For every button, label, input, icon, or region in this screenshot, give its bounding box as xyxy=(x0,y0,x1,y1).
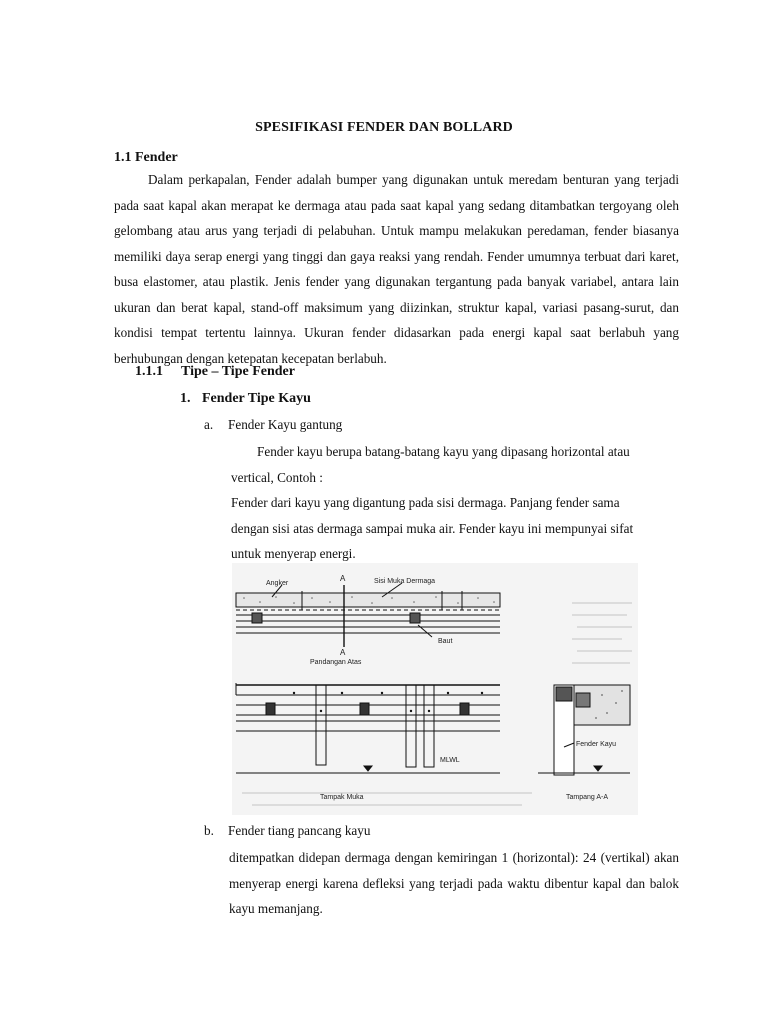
fender-kayu-figure xyxy=(232,563,638,815)
sub-item-b-heading xyxy=(204,823,370,839)
label-fender-kayu: Fender Kayu xyxy=(576,741,617,748)
label-section-a-bottom: A xyxy=(340,648,346,657)
subsection-title: Tipe – Tipe Fender xyxy=(181,364,295,379)
sub-item-b-description: ditempatkan didepan dermaga dengan kemiringan 1 (horizontal): 24 (vertikal) akan menyerap energi karena defleksi yang terjadi pada waktu dibentur kapal dan balok kayu memanjang. xyxy=(229,850,679,916)
label-pandangan-atas: Pandangan Atas xyxy=(310,659,362,666)
desc-line: Fender dari kayu yang digantung pada sisi dermaga. Panjang fender sama xyxy=(231,495,620,510)
item-number: 1. xyxy=(180,391,191,406)
subsection-heading-tipe-fender xyxy=(135,364,295,380)
document-title: SPESIFIKASI FENDER DAN BOLLARD xyxy=(255,120,513,135)
label-tampak-muka: Tampak Muka xyxy=(320,794,364,801)
sub-item-a-title: Fender Kayu gantung xyxy=(228,417,343,432)
label-tampang-aa: Tampang A-A xyxy=(566,794,609,801)
sub-item-a-description xyxy=(231,439,691,567)
subsection-number: 1.1.1 xyxy=(135,364,163,379)
desc-line: Fender kayu berupa batang-batang kayu yang dipasang horizontal atau xyxy=(257,444,630,459)
item-heading-fender-tipe-kayu xyxy=(180,391,311,407)
sub-item-a-heading xyxy=(204,417,342,433)
label-mlwl: MLWL xyxy=(440,757,460,764)
label-baut: Baut xyxy=(438,638,453,645)
fender-intro-paragraph: Dalam perkapalan, Fender adalah bumper yang digunakan untuk meredam benturan yang terjadi pada saat kapal akan merapat ke dermaga atau pada saat kapal yang sedang ditambatkan tergoyang oleh gelombang atau arus yang terjadi di pelabuhan. Untuk mampu melakukan peredaman, fender biasanya memiliki daya serap energi yang tinggi dan gaya reaksi yang rendah. Fender umumnya terbuat dari karet, busa elastomer, atau plastik. Jenis fender yang digunakan tergantung pada banyak variabel, antara lain ukuran dan berat kapal, stand-off maksimum yang diizinkan, struktur kapal, variasi pasang-surut, dan kondisi tempat tertentu lainnya. Ukuran fender didasarkan pada energi kapal saat berlabuh yang berhubungan dengan ketepatan kecepatan berlabuh. xyxy=(114,172,679,366)
label-sisi-muka-dermaga: Sisi Muka Dermaga xyxy=(374,578,436,585)
item-title: Fender Tipe Kayu xyxy=(202,391,311,406)
label-section-a-top: A xyxy=(340,574,346,583)
sub-item-a-label: a. xyxy=(204,417,214,432)
desc-line: vertical, Contoh : xyxy=(231,469,323,485)
section-heading-fender: 1.1 Fender xyxy=(114,150,178,165)
sub-item-b-title: Fender tiang pancang kayu xyxy=(228,823,371,838)
fender-drawing xyxy=(232,563,638,815)
desc-line: untuk menyerap energi. xyxy=(231,546,356,561)
sub-item-b-label: b. xyxy=(204,823,214,838)
desc-line: dengan sisi atas dermaga sampai muka air. Fender kayu ini mempunyai sifat xyxy=(231,520,634,536)
label-anker: Angker xyxy=(266,580,289,587)
